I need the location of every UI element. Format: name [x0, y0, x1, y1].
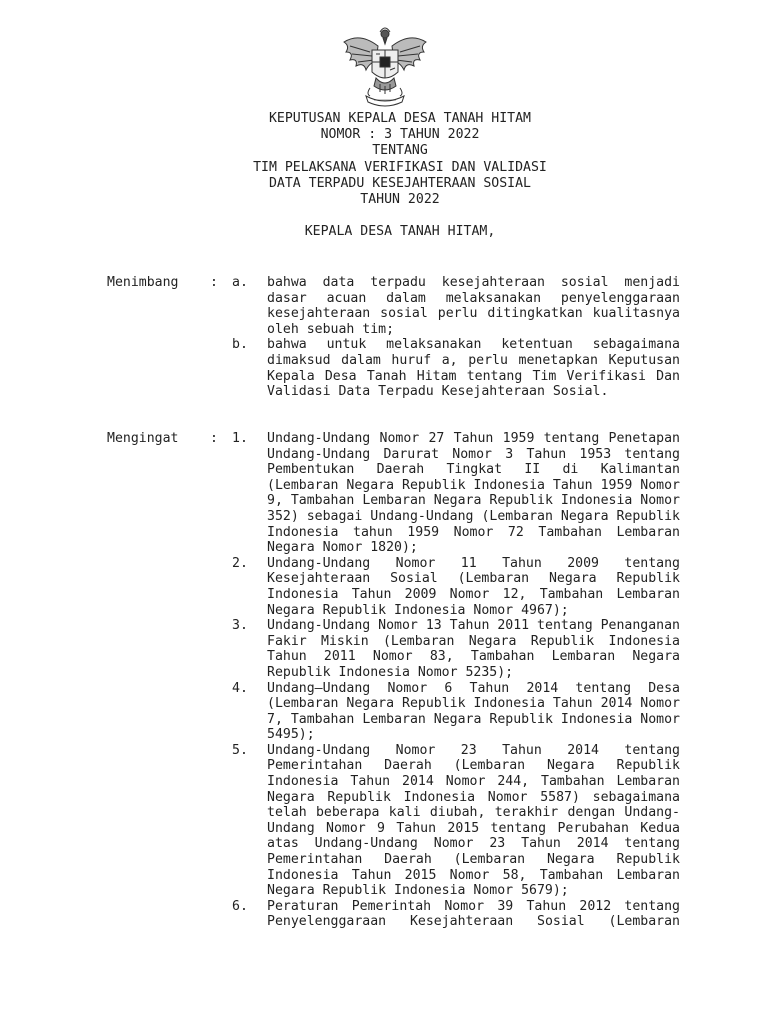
- menimbang-section: [0, 275, 768, 400]
- item-text: bahwa data terpadu kesejahteraan sosial menjadi dasar acuan dalam melaksanakan penyelenggaraan kesejahteraan sosial perlu ditingkatkan kualitasnya oleh sebuah tim;: [267, 275, 680, 337]
- mengingat-section: [0, 431, 768, 930]
- item-text: Undang-Undang Nomor 13 Tahun 2011 tentang Penanganan Fakir Miskin (Lembaran Negara Republik Indonesia Tahun 2011 Nomor 83, Tambahan Lembaran Negara Republik Indonesia Nomor 5235);: [267, 618, 680, 680]
- menimbang-label: Menimbang: [107, 275, 179, 290]
- decree-number: NOMOR : 3 TAHUN 2022: [320, 127, 480, 143]
- mengingat-item: [0, 431, 768, 556]
- item-number: 1.: [232, 431, 248, 446]
- mengingat-item: [0, 556, 768, 618]
- item-number: 2.: [232, 555, 248, 571]
- item-number: 4.: [232, 680, 248, 696]
- mengingat-item: [0, 618, 768, 680]
- mengingat-label: Mengingat: [107, 431, 179, 446]
- mengingat-item: [0, 743, 768, 899]
- mengingat-item: [0, 681, 768, 743]
- issuing-official: KEPALA DESA TANAH HITAM,: [304, 224, 496, 240]
- item-number: 6.: [232, 898, 248, 914]
- item-text: Peraturan Pemerintah Nomor 39 Tahun 2012 tentang Penyelenggaraan Kesejahteraan Sosial (Lembaran: [267, 898, 680, 930]
- decree-title: KEPUTUSAN KEPALA DESA TANAH HITAM: [268, 111, 531, 126]
- item-text: Undang-Undang Nomor 23 Tahun 2014 tentang Pemerintahan Daerah (Lembaran Negara Republik Indonesia Tahun 2014 Nomor 244, Tambahan Lembaran Negara Republik Indonesia Nomor 5587) sebagaimana telah beberapa kali diubah, terakhir dengan Undang-Undang Nomor 9 Tahun 2015 tentang Perubahan Kedua atas Undang-Undang Nomor 23 Tahun 2014 tentang Pemerintahan Daerah (Lembaran Negara Republik Indonesia Tahun 2015 Nomor 58, Tambahan Lembaran Negara Republik Indonesia Nomor 5679);: [267, 742, 680, 899]
- decree-subject-line-1: TIM PELAKSANA VERIFIKASI DAN VALIDASI: [253, 159, 547, 175]
- item-text: Undang-Undang Nomor 27 Tahun 1959 tentang Penetapan Undang-Undang Darurat Nomor 3 Tahun 1953 tentang Pembentukan Daerah Tingkat II di Kalimantan (Lembaran Negara Republik Indonesia Tahun 1959 Nomor 9, Tambahan Lembaran Negara Republik Indonesia Nomor 352) sebagai Undang-Undang (Lembaran Negara Republik Indonesia tahun 1959 Nomor 72 Tambahan Lembaran Negara Nomor 1820);: [267, 431, 680, 556]
- menimbang-item: [0, 275, 768, 337]
- document-heading: [0, 111, 768, 240]
- garuda-pancasila-emblem-icon: [340, 22, 430, 108]
- item-text: Undang-Undang Nomor 11 Tahun 2009 tentang Kesejahteraan Sosial (Lembaran Negara Republik Indonesia Tahun 2009 Nomor 12, Tambahan Lembaran Negara Republik Indonesia Nomor 4967);: [267, 555, 680, 618]
- item-number: a.: [232, 275, 248, 290]
- item-number: b.: [232, 337, 248, 353]
- mengingat-colon: :: [210, 431, 218, 446]
- decree-subject-line-2: DATA TERPADU KESEJAHTERAAN SOSIAL: [268, 175, 531, 191]
- mengingat-item: [0, 899, 768, 930]
- menimbang-colon: :: [210, 275, 218, 290]
- menimbang-item: [0, 337, 768, 399]
- item-text: bahwa untuk melaksanakan ketentuan sebagaimana dimaksud dalam huruf a, perlu menetapkan Keputusan Kepala Desa Tanah Hitam tentang Tim Verifikasi Dan Validasi Data Terpadu Kesejahteraan Sosial.: [267, 337, 680, 400]
- decree-year: TAHUN 2022: [360, 192, 440, 208]
- item-number: 3.: [232, 618, 248, 634]
- item-number: 5.: [232, 742, 248, 758]
- decree-tentang: TENTANG: [372, 143, 428, 159]
- item-text: Undang–Undang Nomor 6 Tahun 2014 tentang Desa (Lembaran Negara Republik Indonesia Tahun 2014 Nomor 7, Tambahan Lembaran Negara Republik Indonesia Nomor 5495);: [267, 680, 680, 743]
